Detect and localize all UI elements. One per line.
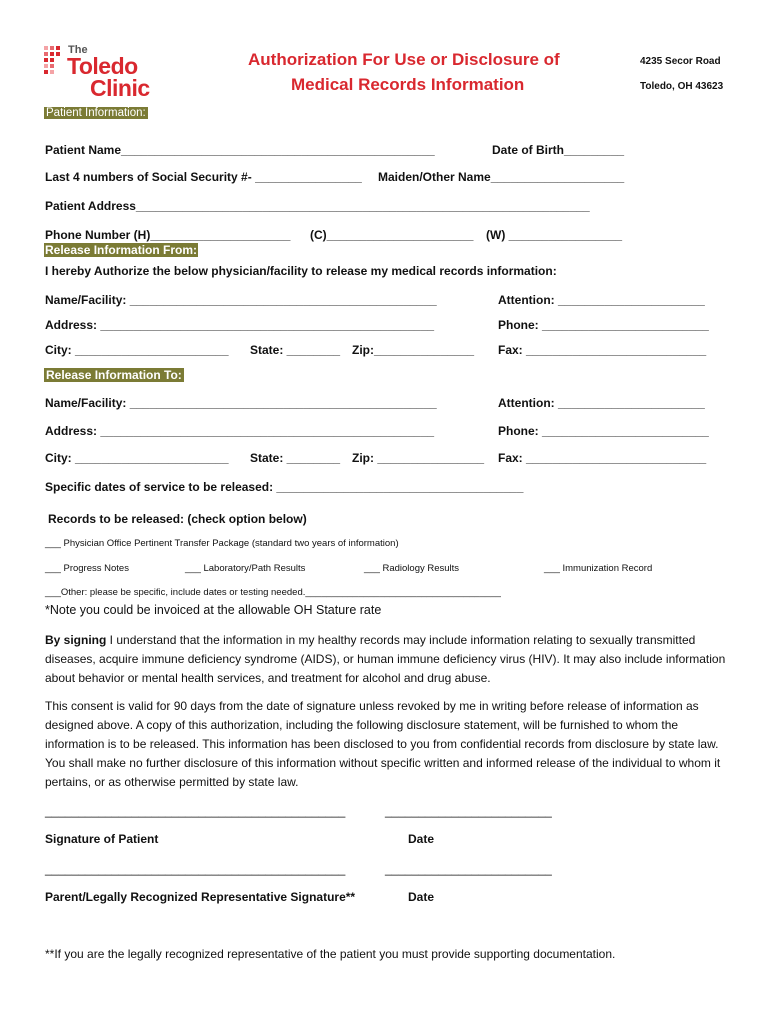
patient-date-line[interactable]: _________________________ bbox=[385, 804, 552, 818]
option-radiology-results[interactable]: ___ Radiology Results bbox=[364, 563, 460, 574]
to-phone-field[interactable]: Phone: _________________________ bbox=[498, 424, 709, 438]
from-name-facility-field[interactable]: Name/Facility: ______________________________________________ bbox=[45, 293, 437, 307]
dates-of-service-field[interactable]: Specific dates of service to be released: _____________________________________ bbox=[45, 480, 524, 494]
from-city-field[interactable]: City: _______________________ bbox=[45, 343, 229, 357]
maiden-name-field[interactable]: Maiden/Other Name____________________ bbox=[378, 170, 625, 184]
representative-signature-label: Parent/Legally Recognized Representative Signature** bbox=[45, 890, 356, 904]
authorize-statement: I hereby Authorize the below physician/facility to release my medical records information: bbox=[45, 264, 557, 278]
logo-mark-icon bbox=[44, 46, 64, 82]
phone-cell-field[interactable]: (C)______________________ bbox=[310, 228, 474, 242]
option-immunization-record[interactable]: ___ Immunization Record bbox=[544, 563, 653, 574]
to-attention-field[interactable]: Attention: ______________________ bbox=[498, 396, 705, 410]
option-other[interactable]: ___Other: please be specific, include dates or testing needed._____________________________________ bbox=[45, 587, 501, 598]
representative-date-line[interactable]: _________________________ bbox=[385, 862, 552, 876]
patient-section-heading: Patient Information: bbox=[46, 107, 146, 119]
option-pertinent-transfer[interactable]: ___ Physician Office Pertinent Transfer Package (standard two years of information) bbox=[45, 538, 399, 549]
option-progress-notes[interactable]: ___ Progress Notes bbox=[45, 563, 129, 574]
patient-signature-line[interactable]: _____________________________________________ bbox=[45, 804, 346, 818]
patient-signature-label: Signature of Patient bbox=[45, 832, 159, 846]
to-address-field[interactable]: Address: __________________________________________________ bbox=[45, 424, 435, 438]
signing-text: I understand that the information in my healthy records may include information relating to sexually transmitted diseases, acquire immune deficiency syndrome (AIDS), or human immune deficiency virus (HIV). It may also include information about behavior or mental health services, and treatment for alcohol and drug abuse. bbox=[45, 633, 726, 685]
from-address-field[interactable]: Address: __________________________________________________ bbox=[45, 318, 435, 332]
signing-paragraph bbox=[45, 631, 730, 688]
form-title-line1: Authorization For Use or Disclosure of bbox=[248, 50, 560, 69]
release-from-heading: Release Information From: bbox=[45, 243, 198, 257]
option-lab-results[interactable]: ___ Laboratory/Path Results bbox=[185, 563, 306, 574]
invoice-note: *Note you could be invoiced at the allowable OH Stature rate bbox=[45, 603, 382, 617]
phone-work-field[interactable]: (W) _________________ bbox=[486, 228, 623, 242]
to-city-field[interactable]: City: _______________________ bbox=[45, 451, 229, 465]
date-of-birth-field[interactable]: Date of Birth_________ bbox=[492, 143, 625, 157]
logo-text-clinic: Clinic bbox=[90, 75, 150, 101]
patient-date-label: Date bbox=[408, 832, 435, 846]
from-zip-field[interactable]: Zip:_______________ bbox=[352, 343, 475, 357]
clinic-address-street: 4235 Secor Road bbox=[640, 56, 721, 67]
patient-name-field[interactable]: Patient Name_______________________________________________ bbox=[45, 143, 435, 157]
from-attention-field[interactable]: Attention: ______________________ bbox=[498, 293, 705, 307]
signing-lead: By signing bbox=[45, 633, 107, 647]
to-zip-field[interactable]: Zip: ________________ bbox=[352, 451, 485, 465]
to-fax-field[interactable]: Fax: ___________________________ bbox=[498, 451, 707, 465]
records-heading: Records to be released: (check option below) bbox=[48, 512, 307, 526]
representative-signature-line[interactable]: _____________________________________________ bbox=[45, 862, 346, 876]
clinic-address-city: Toledo, OH 43623 bbox=[640, 81, 724, 92]
from-phone-field[interactable]: Phone: _________________________ bbox=[498, 318, 709, 332]
to-state-field[interactable]: State: ________ bbox=[250, 451, 341, 465]
clinic-logo bbox=[44, 44, 149, 106]
consent-text: This consent is valid for 90 days from the date of signature unless revoked by me in writing before release of information as designed above. A copy of this authorization, including the following disclosure statement, will be furnished to whom the information is to be released. This information has been disclosed to you from confidential records from disclosure by state law. You shall make no further disclosure of this information without specific written and informed release of the individual to whom it pertains, or as otherwise permitted by state law. bbox=[45, 699, 721, 789]
ssn-field[interactable]: Last 4 numbers of Social Security #- ________________ bbox=[45, 170, 362, 184]
representative-date-label: Date bbox=[408, 890, 435, 904]
phone-home-field[interactable]: Phone Number (H)_____________________ bbox=[45, 228, 291, 242]
consent-paragraph bbox=[45, 697, 730, 792]
footnote: **If you are the legally recognized representative of the patient you must provide supporting documentation. bbox=[45, 947, 616, 961]
to-name-facility-field[interactable]: Name/Facility: ______________________________________________ bbox=[45, 396, 437, 410]
from-fax-field[interactable]: Fax: ___________________________ bbox=[498, 343, 707, 357]
logo-text-toledo: Toledo bbox=[67, 53, 138, 79]
form-title-line2: Medical Records Information bbox=[291, 75, 525, 94]
release-to-heading: Release Information To: bbox=[46, 368, 182, 382]
from-state-field[interactable]: State: ________ bbox=[250, 343, 341, 357]
patient-address-field[interactable]: Patient Address____________________________________________________________________ bbox=[45, 199, 590, 213]
logo-text-the: The bbox=[68, 44, 88, 56]
